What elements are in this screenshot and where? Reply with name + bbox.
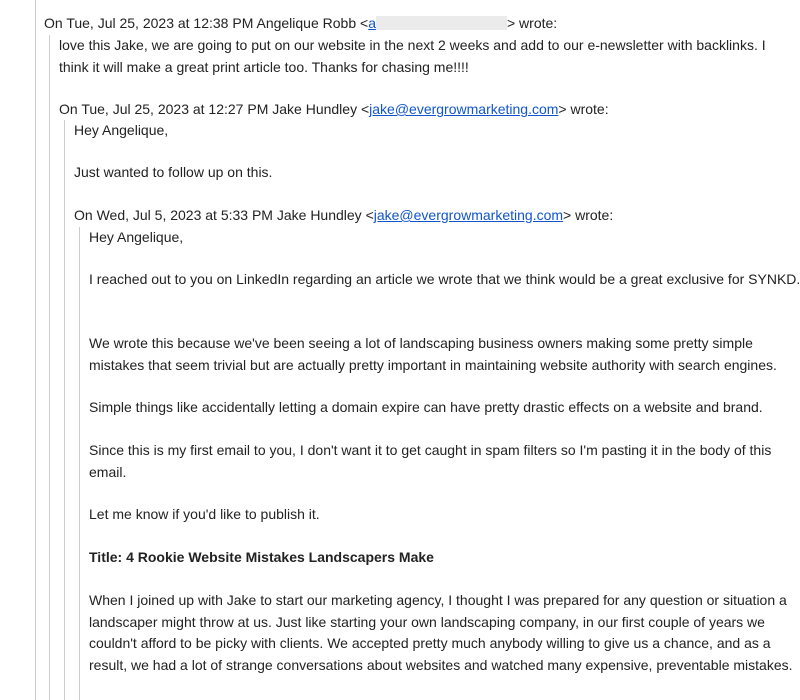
attribution-suffix: > wrote: [563, 207, 614, 223]
quote-attribution-angelique [44, 13, 557, 35]
quoted-message-angelique [49, 35, 800, 700]
message-body: Just wanted to follow up on this. [74, 164, 273, 180]
article-paragraph: When I joined up with Jake to start our marketing agency, I thought I was prepared for any question or situation a landscaper might throw at us. Just like starting your own landscaping company, in our first couple of years we couldn't afford to be picky with clients. We accepted pretty much anybody willing to give us a chance, and as a result, we had a lot of strange conversations about websites and watched many expensive, preventable mistakes. [89, 592, 793, 673]
message-body: love this Jake, we are going to put on our website in the next 2 weeks and add to our e-newsletter with backlinks. I think it will make a great print article too. Thanks for chasing me!!!! [59, 37, 766, 75]
paragraph-reason: We wrote this because we've been seeing a lot of landscaping business owners making some pretty simple mistakes that seem trivial but are actually pretty important in maintaining website authority with search engines. [89, 335, 777, 373]
paragraph-domain: Simple things like accidentally letting a domain expire can have pretty drastic effects on a website and brand. [89, 399, 763, 415]
sender-email-link[interactable]: jake@evergrowmarketing.com [373, 207, 564, 223]
redacted-email [376, 16, 507, 30]
quote-attribution-jake-jul25 [59, 99, 609, 121]
paragraph-spam: Since this is my first email to you, I don't want it to get caught in spam filters so I'm pasting it in the body of this email. [89, 442, 772, 480]
quoted-message-jake-jul25 [64, 120, 800, 700]
email-thread [35, 0, 800, 700]
attribution-suffix: > wrote: [558, 101, 609, 117]
quoted-message-jake-jul5 [79, 227, 800, 700]
quote-attribution-jake-jul5 [74, 205, 613, 227]
greeting: Hey Angelique, [89, 229, 184, 245]
attribution-text: On Wed, Jul 5, 2023 at 5:33 PM Jake Hundley < [74, 207, 374, 223]
attribution-text: On Tue, Jul 25, 2023 at 12:27 PM Jake Hundley < [59, 101, 370, 117]
paragraph-linkedin: I reached out to you on LinkedIn regarding an article we wrote that we think would be a great exclusive for SYNKD. [89, 271, 800, 287]
sender-email-link[interactable]: jake@evergrowmarketing.com [369, 101, 559, 117]
sender-email-link[interactable]: a [368, 15, 376, 31]
paragraph-publish: Let me know if you'd like to publish it. [89, 506, 320, 522]
article-title: Title: 4 Rookie Website Mistakes Landscapers Make [89, 549, 434, 565]
attribution-suffix: > wrote: [506, 15, 558, 31]
greeting: Hey Angelique, [74, 122, 169, 138]
attribution-text: On Tue, Jul 25, 2023 at 12:38 PM Angelique Robb < [44, 15, 369, 31]
